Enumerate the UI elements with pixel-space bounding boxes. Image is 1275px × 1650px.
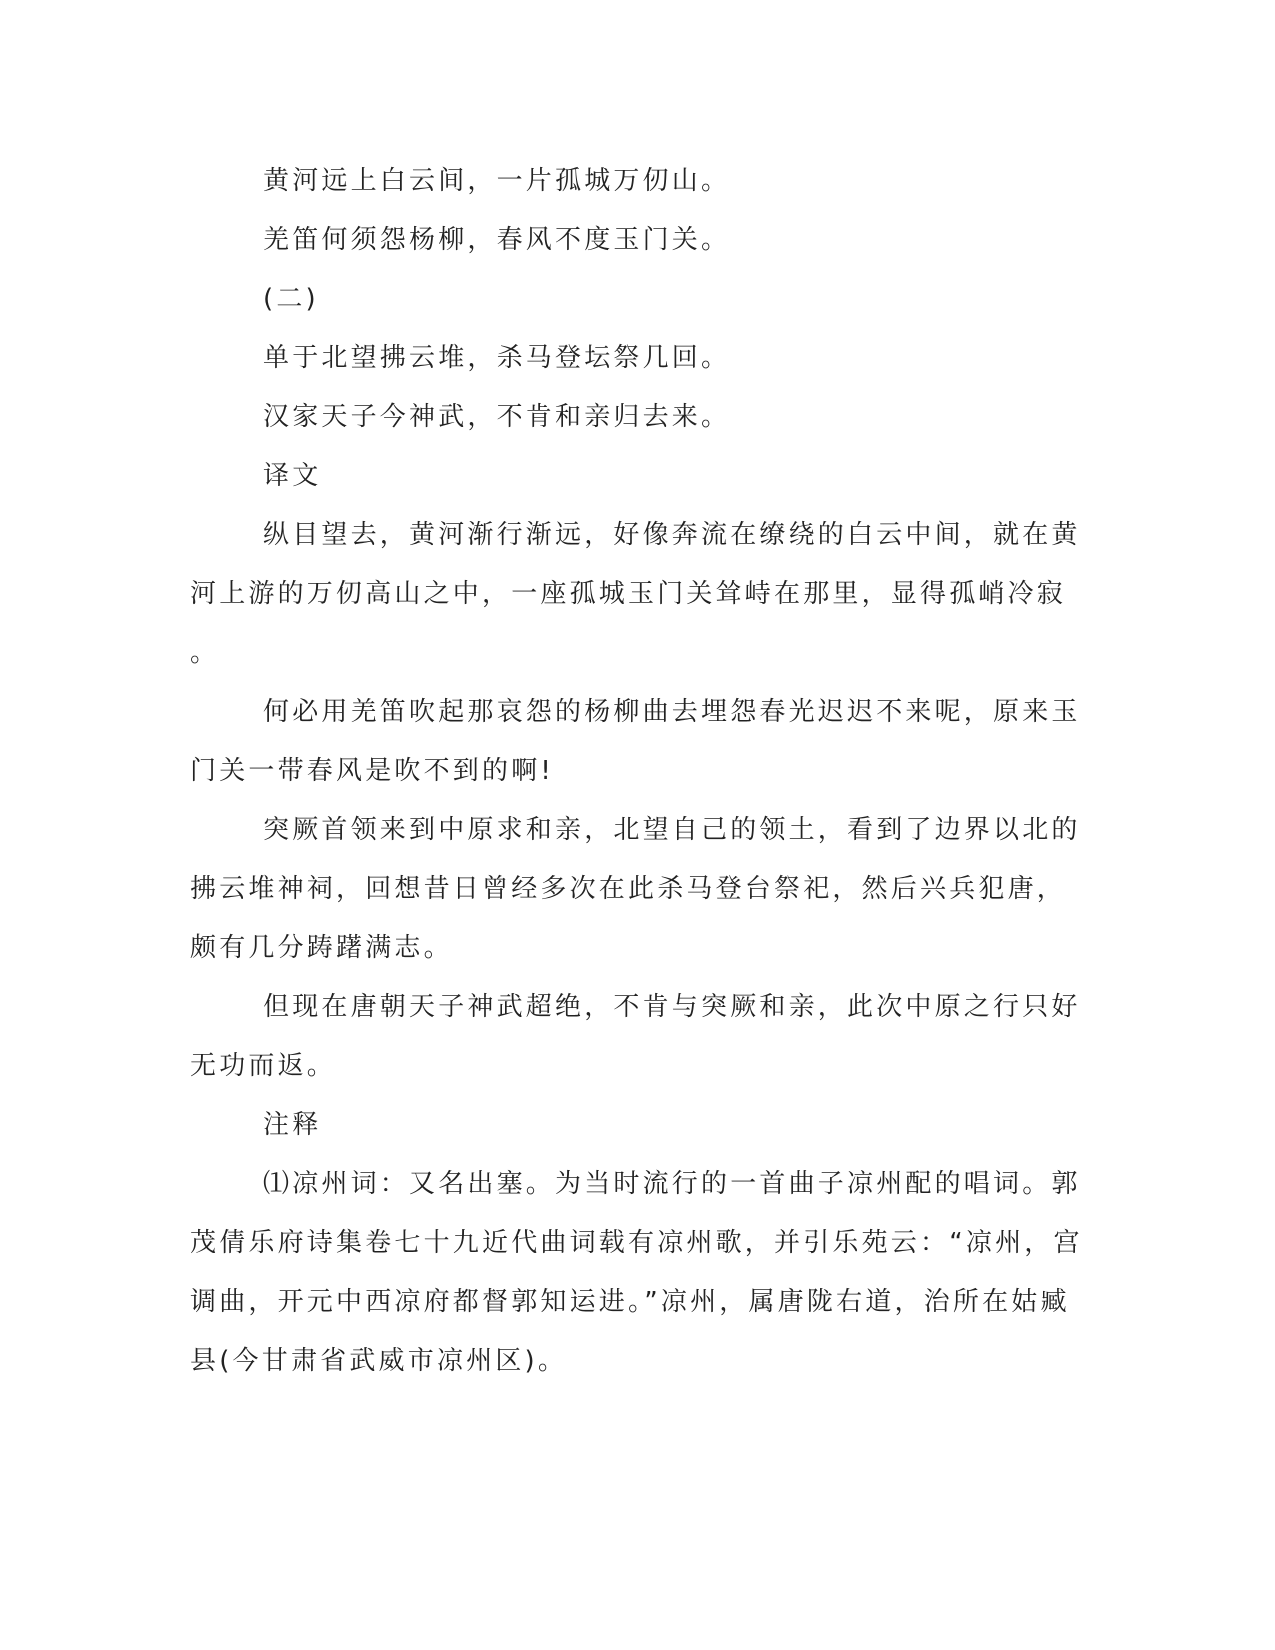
section-number: (二) — [263, 284, 319, 314]
poem-line: 羌笛何须怨杨柳，春风不度玉门关。 — [263, 225, 731, 255]
note-line: 县(今甘肃省武威市凉州区)。 — [190, 1346, 568, 1376]
paragraph-line: 拂云堆神祠，回想昔日曾经多次在此杀马登台祭祀，然后兴兵犯唐， — [190, 874, 1067, 904]
paragraph-line: 门关一带春风是吹不到的啊! — [190, 756, 555, 786]
paragraph-line: 何必用羌笛吹起那哀怨的杨柳曲去埋怨春光迟迟不来呢，原来玉 — [263, 697, 1081, 727]
poem-line: 黄河远上白云间，一片孤城万仞山。 — [263, 166, 731, 196]
poem-line: 单于北望拂云堆，杀马登坛祭几回。 — [263, 343, 731, 373]
paragraph-line: 但现在唐朝天子神武超绝，不肯与突厥和亲，此次中原之行只好 — [263, 992, 1081, 1022]
note-line: ⑴凉州词：又名出塞。为当时流行的一首曲子凉州配的唱词。郭 — [263, 1169, 1081, 1199]
section-heading-notes: 注释 — [263, 1110, 322, 1140]
paragraph-line: 河上游的万仞高山之中，一座孤城玉门关耸峙在那里，显得孤峭冷寂 — [190, 579, 1067, 609]
paragraph-line: 无功而返。 — [190, 1051, 337, 1081]
paragraph-line: 突厥首领来到中原求和亲，北望自己的领土，看到了边界以北的 — [263, 815, 1081, 845]
paragraph-line: 颇有几分踌躇满志。 — [190, 933, 453, 963]
note-line: 茂倩乐府诗集卷七十九近代曲词载有凉州歌，并引乐苑云：“凉州，宫 — [190, 1228, 1083, 1258]
note-line: 调曲，开元中西凉府都督郭知运进。”凉州，属唐陇右道，治所在姑臧 — [190, 1287, 1070, 1317]
poem-line: 汉家天子今神武，不肯和亲归去来。 — [263, 402, 731, 432]
paragraph-line: 。 — [190, 638, 220, 668]
section-heading-translation: 译文 — [263, 461, 322, 491]
paragraph-line: 纵目望去，黄河渐行渐远，好像奔流在缭绕的白云中间，就在黄 — [263, 520, 1081, 550]
